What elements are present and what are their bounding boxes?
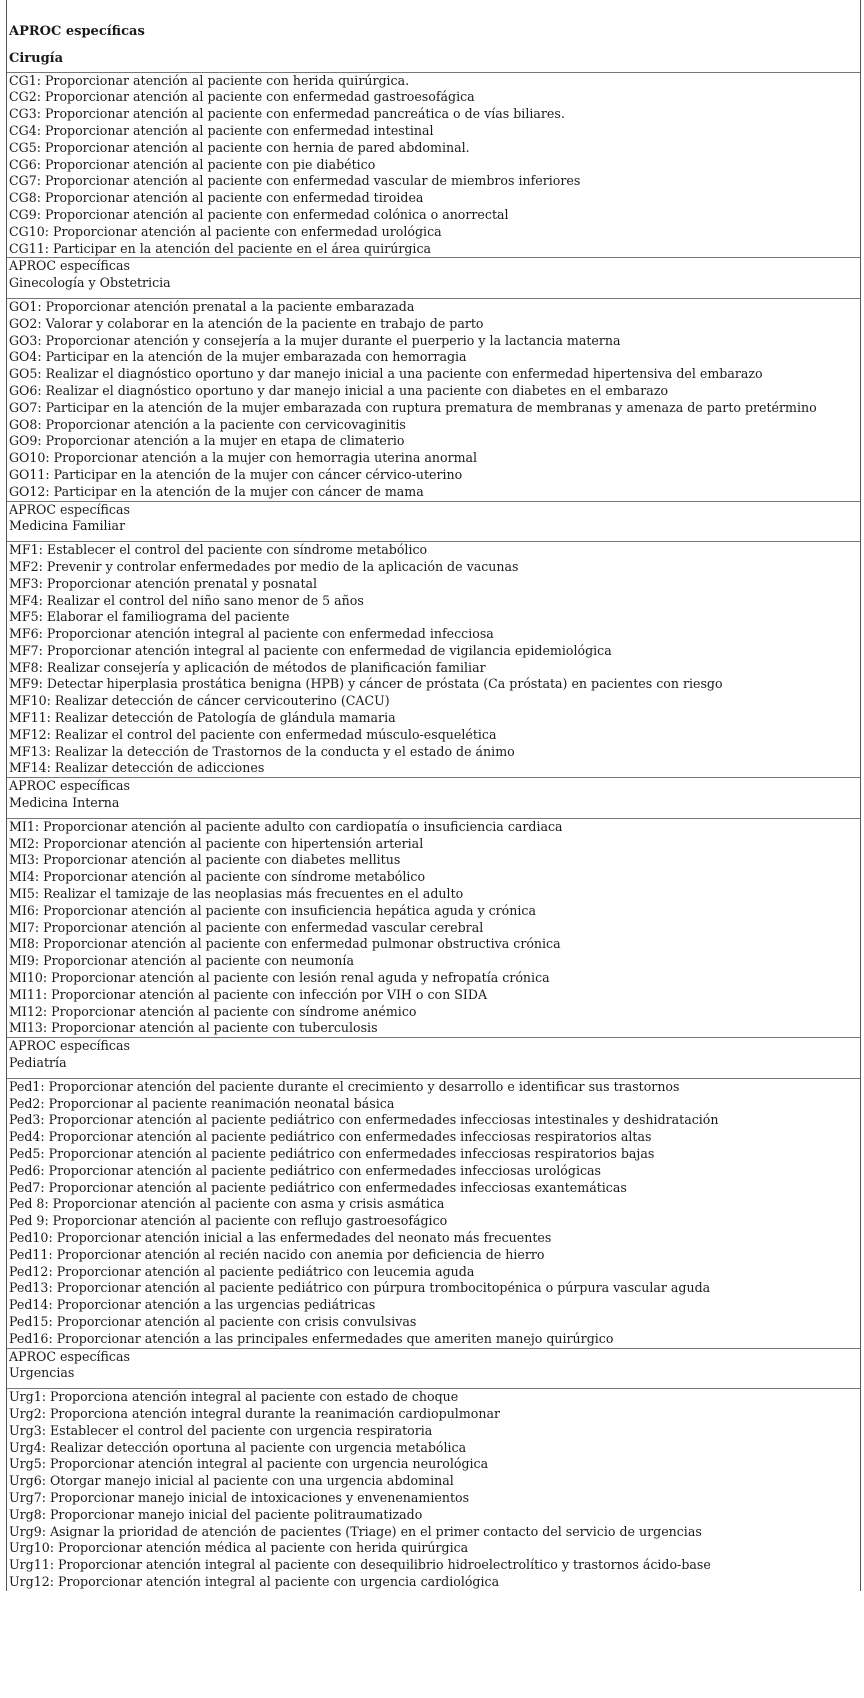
list-item: GO8: Proporcionar atención a la paciente con cervicovaginitis — [9, 416, 406, 432]
list-item: Urg7: Proporcionar manejo inicial de intoxicaciones y envenenamientos — [9, 1489, 470, 1505]
list-item: GO3: Proporcionar atención y consejería a la mujer durante el puerperio y la lactancia materna — [9, 332, 621, 348]
list-item: CG9: Proporcionar atención al paciente con enfermedad colónica o anorrectal — [9, 206, 509, 222]
list-item: MI10: Proporcionar atención al paciente con lesión renal aguda y nefropatía crónica — [9, 970, 550, 986]
list-item: CG7: Proporcionar atención al paciente con enfermedad vascular de miembros inferiores — [9, 173, 581, 189]
section-subtitle: Pediatría — [9, 1055, 67, 1071]
list-item: MF12: Realizar el control del paciente con enfermedad músculo-esquelética — [9, 726, 497, 742]
list-item: MF10: Realizar detección de cáncer cervicouterino (CACU) — [9, 693, 390, 709]
list-item: CG3: Proporcionar atención al paciente con enfermedad pancreática o de vías biliares. — [9, 106, 565, 122]
section-items — [7, 541, 860, 777]
section-items — [7, 1388, 860, 1591]
list-item: MI4: Proporcionar atención al paciente con síndrome metabólico — [9, 869, 426, 885]
list-item: MF14: Realizar detección de adicciones — [9, 760, 265, 776]
list-item: Ped1: Proporcionar atención del paciente durante el crecimiento y desarrollo e identificar sus trastornos — [9, 1078, 680, 1094]
list-item: MI13: Proporcionar atención al paciente con tuberculosis — [9, 1020, 378, 1036]
list-item: CG8: Proporcionar atención al paciente con enfermedad tiroidea — [9, 190, 424, 206]
section-title: APROC específicas — [9, 1038, 130, 1054]
section-title: APROC específicas — [9, 778, 130, 794]
list-item: MI8: Proporcionar atención al paciente con enfermedad pulmonar obstructiva crónica — [9, 936, 561, 952]
section-header — [7, 1348, 860, 1389]
section-title: APROC específicas — [9, 1348, 130, 1364]
list-item: Urg11: Proporcionar atención integral al paciente con desequilibrio hidroelectrolítico y trastornos ácido-base — [9, 1557, 711, 1573]
list-item: MI3: Proporcionar atención al paciente con diabetes mellitus — [9, 852, 401, 868]
section-items — [7, 818, 860, 1037]
list-item: GO6: Realizar el diagnóstico oportuno y dar manejo inicial a una paciente con diabetes en el embarazo — [9, 382, 669, 398]
list-item: Urg10: Proporcionar atención médica al paciente con herida quirúrgica — [9, 1540, 469, 1556]
list-item: GO5: Realizar el diagnóstico oportuno y dar manejo inicial a una paciente con enfermedad hipertensiva del embarazo — [9, 366, 763, 382]
section-header — [7, 501, 860, 542]
section-subtitle: Medicina Interna — [9, 795, 120, 811]
list-item: MI7: Proporcionar atención al paciente con enfermedad vascular cerebral — [9, 919, 484, 935]
section-items — [7, 298, 860, 501]
list-item: MI2: Proporcionar atención al paciente con hipertensión arterial — [9, 835, 424, 851]
list-item: Ped4: Proporcionar atención al paciente pediátrico con enfermedades infecciosas respiratorios altas — [9, 1129, 652, 1145]
list-item: Ped3: Proporcionar atención al paciente pediátrico con enfermedades infecciosas intestinales y deshidratación — [9, 1112, 719, 1128]
section-subtitle: Ginecología y Obstetricia — [9, 275, 171, 291]
list-item: Ped 9: Proporcionar atención al paciente con reflujo gastroesofágico — [9, 1213, 448, 1229]
list-item: GO12: Participar en la atención de la mujer con cáncer de mama — [9, 483, 424, 499]
list-item: Ped 8: Proporcionar atención al paciente con asma y crisis asmática — [9, 1196, 445, 1212]
list-item: Ped10: Proporcionar atención inicial a las enfermedades del neonato más frecuentes — [9, 1229, 552, 1245]
section-subtitle: Medicina Familiar — [9, 518, 126, 534]
list-item: MF5: Elaborar el familiograma del paciente — [9, 609, 290, 625]
list-item: Urg6: Otorgar manejo inicial al paciente con una urgencia abdominal — [9, 1473, 454, 1489]
list-item: MI6: Proporcionar atención al paciente con insuficiencia hepática aguda y crónica — [9, 902, 536, 918]
list-item: MF2: Prevenir y controlar enfermedades por medio de la aplicación de vacunas — [9, 558, 519, 574]
list-item: CG11: Participar en la atención del paciente en el área quirúrgica — [9, 240, 432, 256]
list-item: MF8: Realizar consejería y aplicación de métodos de planificación familiar — [9, 659, 486, 675]
list-item: MF3: Proporcionar atención prenatal y posnatal — [9, 575, 318, 591]
section-subtitle: Urgencias — [9, 1365, 75, 1381]
list-item: CG10: Proporcionar atención al paciente con enfermedad urológica — [9, 223, 442, 239]
list-item: GO9: Proporcionar atención a la mujer en etapa de climaterio — [9, 433, 405, 449]
list-item: MF9: Detectar hiperplasia prostática benigna (HPB) y cáncer de próstata (Ca próstata) en pacientes con riesgo — [9, 676, 723, 692]
list-item: Ped11: Proporcionar atención al recién nacido con anemia por deficiencia de hierro — [9, 1246, 545, 1262]
section-header — [7, 0, 860, 72]
list-item: Ped2: Proporcionar al paciente reanimación neonatal básica — [9, 1095, 395, 1111]
section-title: APROC específicas — [9, 258, 130, 274]
list-item: MF1: Establecer el control del paciente con síndrome metabólico — [9, 542, 428, 558]
list-item: GO10: Proporcionar atención a la mujer con hemorragia uterina anormal — [9, 450, 478, 466]
list-item: Ped13: Proporcionar atención al paciente pediátrico con púrpura trombocitopénica o púrpura vascular aguda — [9, 1280, 711, 1296]
section-items — [7, 72, 860, 258]
list-item: CG6: Proporcionar atención al paciente con pie diabético — [9, 156, 376, 172]
list-item: CG1: Proporcionar atención al paciente con herida quirúrgica. — [9, 72, 410, 88]
list-item: Urg4: Realizar detección oportuna al paciente con urgencia metabólica — [9, 1439, 467, 1455]
list-item: MF4: Realizar el control del niño sano menor de 5 años — [9, 592, 364, 608]
list-item: Ped12: Proporcionar atención al paciente pediátrico con leucemia aguda — [9, 1263, 475, 1279]
list-item: GO7: Participar en la atención de la mujer embarazada con ruptura prematura de membranas y amenaza de parto pretérmino — [9, 399, 817, 415]
list-item: MF11: Realizar detección de Patología de glándula mamaria — [9, 710, 396, 726]
list-item: MI12: Proporcionar atención al paciente con síndrome anémico — [9, 1003, 417, 1019]
list-item: Urg8: Proporcionar manejo inicial del paciente politraumatizado — [9, 1506, 423, 1522]
section-title: APROC específicas — [9, 24, 145, 39]
list-item: Urg9: Asignar la prioridad de atención de pacientes (Triage) en el primer contacto del servicio de urgencias — [9, 1523, 702, 1539]
list-item: Urg12: Proporcionar atención integral al paciente con urgencia cardiológica — [9, 1573, 500, 1589]
list-item: MI9: Proporcionar atención al paciente con neumonía — [9, 953, 354, 969]
list-item: MI11: Proporcionar atención al paciente con infección por VIH o con SIDA — [9, 986, 488, 1002]
list-item: MI1: Proporcionar atención al paciente adulto con cardiopatía o insuficiencia cardiaca — [9, 818, 563, 834]
list-item: Urg2: Proporciona atención integral durante la reanimación cardiopulmonar — [9, 1405, 500, 1421]
list-item: GO4: Participar en la atención de la mujer embarazada con hemorragia — [9, 349, 467, 365]
list-item: Ped7: Proporcionar atención al paciente pediátrico con enfermedades infecciosas exantemáticas — [9, 1179, 627, 1195]
section-header — [7, 1037, 860, 1078]
section-title: APROC específicas — [9, 501, 130, 517]
list-item: CG4: Proporcionar atención al paciente con enfermedad intestinal — [9, 122, 434, 138]
list-item: Ped6: Proporcionar atención al paciente pediátrico con enfermedades infecciosas urológicas — [9, 1162, 602, 1178]
list-item: GO1: Proporcionar atención prenatal a la paciente embarazada — [9, 298, 415, 314]
list-item: Ped5: Proporcionar atención al paciente pediátrico con enfermedades infecciosas respiratorios bajas — [9, 1146, 655, 1161]
document-body — [6, 0, 861, 1591]
section-header — [7, 257, 860, 298]
list-item: MF6: Proporcionar atención integral al paciente con enfermedad infecciosa — [9, 626, 494, 642]
list-item: Ped16: Proporcionar atención a las principales enfermedades que ameriten manejo quirúrgico — [9, 1330, 614, 1346]
list-item: MF7: Proporcionar atención integral al paciente con enfermedad de vigilancia epidemiológica — [9, 642, 612, 658]
list-item: GO2: Valorar y colaborar en la atención de la paciente en trabajo de parto — [9, 315, 484, 331]
list-item: Ped15: Proporcionar atención al paciente con crisis convulsivas — [9, 1313, 417, 1329]
list-item: Ped14: Proporcionar atención a las urgencias pediátricas — [9, 1297, 376, 1313]
list-item: CG5: Proporcionar atención al paciente con hernia de pared abdominal. — [9, 139, 470, 155]
section-header — [7, 777, 860, 818]
list-item: Urg3: Establecer el control del paciente con urgencia respiratoria — [9, 1422, 433, 1438]
section-items — [7, 1078, 860, 1348]
list-item: Urg1: Proporciona atención integral al paciente con estado de choque — [9, 1389, 459, 1405]
section-subtitle: Cirugía — [9, 50, 64, 66]
list-item: MI5: Realizar el tamizaje de las neoplasias más frecuentes en el adulto — [9, 886, 464, 902]
list-item: GO11: Participar en la atención de la mujer con cáncer cérvico-uterino — [9, 466, 463, 482]
list-item: CG2: Proporcionar atención al paciente con enfermedad gastroesofágica — [9, 89, 475, 105]
list-item: MF13: Realizar la detección de Trastornos de la conducta y el estado de ánimo — [9, 743, 515, 759]
list-item: Urg5: Proporcionar atención integral al paciente con urgencia neurológica — [9, 1456, 489, 1472]
